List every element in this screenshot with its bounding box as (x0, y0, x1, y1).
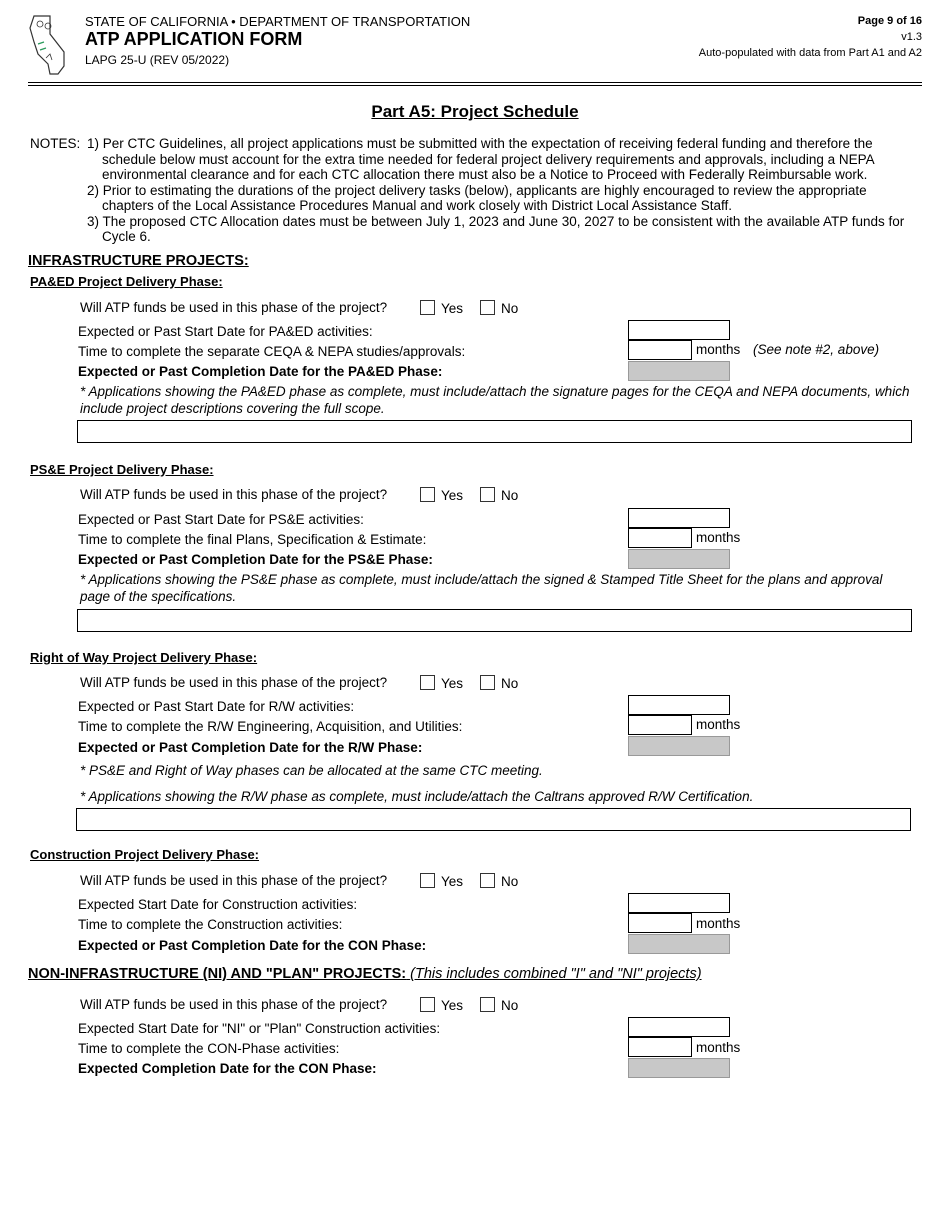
paed-completion-field (628, 361, 730, 381)
yes-label: Yes (441, 998, 464, 1013)
row-question: Will ATP funds be used in this phase of the project? (80, 675, 388, 690)
paed-completion-label: Expected or Past Completion Date for the PA&ED Phase: (78, 364, 443, 379)
paed-attachment-field[interactable] (77, 420, 912, 443)
pse-completion-label: Expected or Past Completion Date for the PS&E Phase: (78, 552, 433, 567)
checkbox[interactable] (480, 675, 495, 690)
pse-months-input[interactable] (628, 528, 692, 548)
con-yes[interactable] (420, 873, 463, 889)
yes-label: Yes (441, 488, 464, 503)
note-3: 3) The proposed CTC Allocation dates must be between July 1, 2023 and June 30, 2027 to be consistent with the available ATP funds for Cycle 6. (87, 213, 905, 244)
paed-yes[interactable] (420, 300, 463, 316)
months-label: months (696, 717, 741, 732)
pse-heading: PS&E Project Delivery Phase: (30, 462, 214, 477)
checkbox[interactable] (420, 997, 435, 1012)
ni-yes[interactable] (420, 997, 463, 1013)
notes-label: NOTES: (30, 136, 81, 151)
pse-completion-field (628, 549, 730, 569)
ni-months-input[interactable] (628, 1037, 692, 1057)
checkbox[interactable] (420, 675, 435, 690)
checkbox[interactable] (420, 300, 435, 315)
infrastructure-heading: INFRASTRUCTURE PROJECTS: (28, 253, 249, 269)
checkbox[interactable] (420, 487, 435, 502)
checkbox[interactable] (480, 873, 495, 888)
row-months-input[interactable] (628, 715, 692, 735)
ni-completion-label: Expected Completion Date for the CON Phase: (78, 1061, 377, 1076)
header-rule-bottom (28, 85, 922, 86)
row-start-input[interactable] (628, 695, 730, 715)
no-label: No (501, 676, 519, 691)
pse-question: Will ATP funds be used in this phase of the project? (80, 487, 388, 502)
no-label: No (501, 998, 519, 1013)
pse-start-input[interactable] (628, 508, 730, 528)
no-label: No (501, 301, 519, 316)
no-label: No (501, 488, 519, 503)
header-rule-top (28, 82, 922, 83)
months-label: months (696, 916, 741, 931)
ni-completion-field (628, 1058, 730, 1078)
checkbox[interactable] (480, 300, 495, 315)
row-time-label: Time to complete the R/W Engineering, Acquisition, and Utilities: (78, 719, 463, 734)
paed-question: Will ATP funds be used in this phase of the project? (80, 300, 388, 315)
paed-start-label: Expected or Past Start Date for PA&ED activities: (78, 324, 373, 339)
page-title: Part A5: Project Schedule (371, 102, 579, 121)
con-start-label: Expected Start Date for Construction activities: (78, 897, 358, 912)
ni-start-label: Expected Start Date for "NI" or "Plan" Construction activities: (78, 1021, 441, 1036)
row-heading: Right of Way Project Delivery Phase: (30, 650, 258, 665)
pse-note: * Applications showing the PS&E phase as complete, must include/attach the signed & Stamped Title Sheet for the plans and approval page of the specifications. (80, 572, 883, 604)
con-start-input[interactable] (628, 893, 730, 913)
con-heading: Construction Project Delivery Phase: (30, 847, 260, 862)
row-completion-label: Expected or Past Completion Date for the R/W Phase: (78, 740, 423, 755)
caltrans-logo (28, 14, 68, 78)
row-attachment-field[interactable] (76, 808, 911, 831)
paed-time-label: Time to complete the separate CEQA & NEPA studies/approvals: (78, 344, 466, 359)
note-2: 2) Prior to estimating the durations of the project delivery tasks (below), applicants are highly encouraged to review the appropriate chapters of the Local Assistance Procedures Manual and work closely with District Local Assistance Staff. (87, 182, 867, 213)
yes-label: Yes (441, 676, 464, 691)
ni-no[interactable] (480, 997, 518, 1013)
ni-question: Will ATP funds be used in this phase of the project? (80, 997, 388, 1012)
notes (30, 136, 920, 245)
ni-heading-line (28, 966, 702, 982)
checkbox[interactable] (420, 873, 435, 888)
yes-label: Yes (441, 874, 464, 889)
months-label: months (696, 342, 741, 357)
con-completion-label: Expected or Past Completion Date for the CON Phase: (78, 938, 427, 953)
row-no[interactable] (480, 675, 518, 691)
page-number: Page 9 of 16 (857, 15, 922, 27)
pse-yes[interactable] (420, 487, 463, 503)
ni-time-label: Time to complete the CON-Phase activities: (78, 1041, 340, 1056)
form-title: ATP APPLICATION FORM (85, 29, 303, 49)
ni-heading-note: (This includes combined "I" and "NI" projects) (410, 966, 702, 982)
months-label: months (696, 530, 741, 545)
note-1: 1) Per CTC Guidelines, all project applications must be submitted with the expectation of receiving federal funding and therefore the schedule below must account for the extra time needed for federal project delivery requirements and approvals, including a NEPA environmental clearance and for each CTC allocation there must also be a Notice to Proceed with Federally Reimbursable work. (87, 136, 874, 182)
paed-heading: PA&ED Project Delivery Phase: (30, 274, 223, 289)
see-note-label: (See note #2, above) (753, 342, 880, 357)
pse-start-label: Expected or Past Start Date for PS&E activities: (78, 512, 364, 527)
con-time-label: Time to complete the Construction activities: (78, 917, 343, 932)
form-number: LAPG 25-U (REV 05/2022) (85, 53, 230, 67)
pse-attachment-field[interactable] (77, 609, 912, 632)
yes-label: Yes (441, 301, 464, 316)
paed-start-input[interactable] (628, 320, 730, 340)
checkbox[interactable] (480, 487, 495, 502)
row-note-1: * PS&E and Right of Way phases can be allocated at the same CTC meeting. (80, 763, 543, 778)
paed-months-input[interactable] (628, 340, 692, 360)
agency-line: STATE OF CALIFORNIA • DEPARTMENT OF TRANSPORTATION (85, 14, 471, 29)
checkbox[interactable] (480, 997, 495, 1012)
row-start-label: Expected or Past Start Date for R/W activities: (78, 699, 355, 714)
con-completion-field (628, 934, 730, 954)
version: v1.3 (901, 31, 922, 43)
autopop-note: Auto-populated with data from Part A1 and A2 (698, 47, 922, 59)
row-note-2: * Applications showing the R/W phase as complete, must include/attach the Caltrans approved R/W Certification. (80, 789, 754, 804)
months-label: months (696, 1040, 741, 1055)
con-no[interactable] (480, 873, 518, 889)
row-yes[interactable] (420, 675, 463, 691)
con-question: Will ATP funds be used in this phase of the project? (80, 873, 388, 888)
ni-start-input[interactable] (628, 1017, 730, 1037)
no-label: No (501, 874, 519, 889)
row-completion-field (628, 736, 730, 756)
paed-note: * Applications showing the PA&ED phase as complete, must include/attach the signature pages for the CEQA and NEPA documents, which include project descriptions covering the full scope. (80, 384, 910, 416)
paed-no[interactable] (480, 300, 518, 316)
pse-time-label: Time to complete the final Plans, Specification & Estimate: (78, 532, 427, 547)
pse-no[interactable] (480, 487, 518, 503)
con-months-input[interactable] (628, 913, 692, 933)
ni-heading: NON-INFRASTRUCTURE (NI) AND "PLAN" PROJECTS: (28, 966, 407, 982)
